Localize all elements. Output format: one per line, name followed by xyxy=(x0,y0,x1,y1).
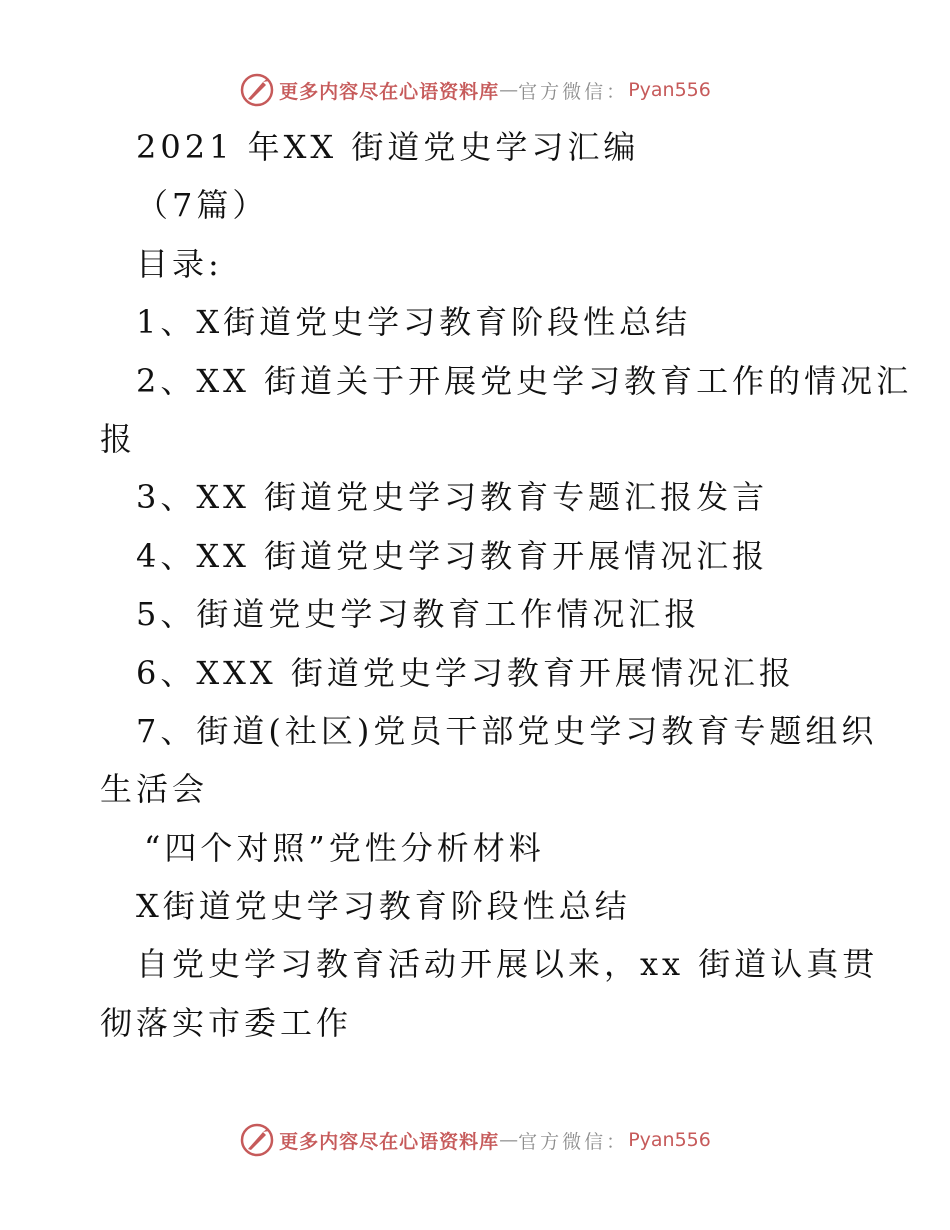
toc-item-5: 5、街道党史学习教育工作情况汇报 xyxy=(136,595,701,634)
watermark-dash: — xyxy=(499,1129,519,1151)
toc-item-7-cont: 生活会 xyxy=(100,770,209,809)
watermark-dash: — xyxy=(499,79,519,101)
paragraph-line-1: 自党史学习教育活动开展以来，xx 街道认真贯 xyxy=(136,945,879,984)
watermark-bottom xyxy=(0,1120,950,1160)
toc-item-3: 3、XX 街道党史学习教育专题汇报发言 xyxy=(136,478,769,517)
watermark-id: Pyan556 xyxy=(628,79,711,101)
watermark-brand: 更多内容尽在心语资料库 xyxy=(279,80,500,103)
toc-item-6: 6、XXX 街道党史学习教育开展情况汇报 xyxy=(136,653,795,692)
document-body xyxy=(100,118,913,1052)
watermark-brand: 更多内容尽在心语资料库 xyxy=(279,1130,500,1153)
document-subtitle: （7篇） xyxy=(136,186,269,225)
document-title: 2021 年XX 街道党史学习汇编 xyxy=(136,128,640,166)
toc-item-2-cont: 报 xyxy=(100,419,137,458)
quill-logo-icon xyxy=(239,1122,275,1158)
watermark-label: 官方微信： xyxy=(518,1130,629,1153)
quill-logo-icon xyxy=(239,72,275,108)
toc-item-1: 1、X街道党史学习教育阶段性总结 xyxy=(136,303,692,342)
toc-heading: 目录: xyxy=(136,244,223,283)
watermark-id: Pyan556 xyxy=(628,1129,711,1151)
toc-item-4: 4、XX 街道党史学习教育开展情况汇报 xyxy=(136,536,769,575)
toc-item-7: 7、街道(社区)党员干部党史学习教育专题组织 xyxy=(136,711,878,750)
toc-item-7-cont-2: “四个对照”党性分析材料 xyxy=(144,828,545,867)
paragraph-line-2: 彻落实市委工作 xyxy=(100,1003,353,1042)
toc-item-2: 2、XX 街道关于开展党史学习教育工作的情况汇 xyxy=(136,361,913,400)
section-heading: X街道党史学习教育阶段性总结 xyxy=(136,887,631,926)
watermark-top xyxy=(0,70,950,110)
watermark-label: 官方微信： xyxy=(518,80,629,103)
